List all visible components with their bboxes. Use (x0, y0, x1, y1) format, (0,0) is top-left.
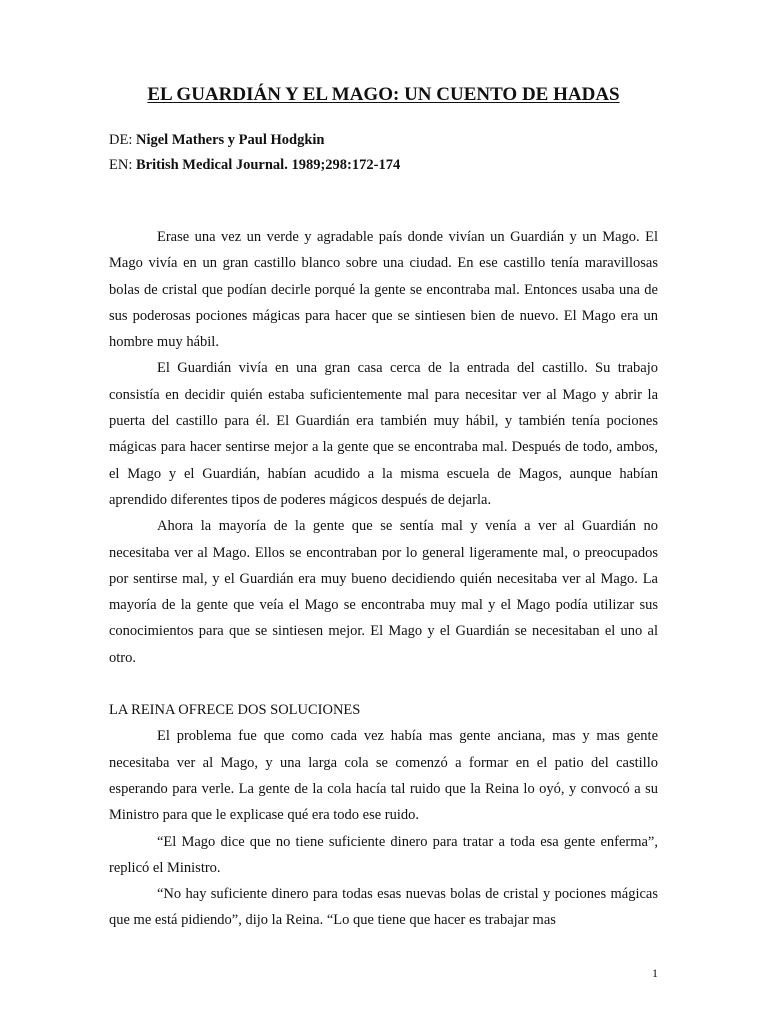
paragraph: Erase una vez un verde y agradable país donde vivían un Guardián y un Mago. El Mago vivía en un gran castillo blanco sobre una ciudad. En ese castillo tenía maravillosas bolas de cristal que podían decirle porqué la gente se encontraba mal. Entonces usaba una de sus poderosas pociones mágicas para hacer que se sintiesen bien de nuevo. El Mago era un hombre muy hábil. (109, 229, 658, 351)
page-number: 1 (652, 966, 658, 980)
author-label: DE: (109, 132, 136, 148)
document-page (109, 82, 658, 934)
paragraph: “No hay suficiente dinero para todas esas nuevas bolas de cristal y pociones mágicas que me está pidiendo”, dijo la Reina. “Lo que tiene que hacer es trabajar mas (109, 886, 658, 929)
author-line (109, 128, 658, 153)
document-title: EL GUARDIÁN Y EL MAGO: UN CUENTO DE HADAS (147, 84, 620, 105)
document-metadata (109, 128, 658, 178)
source-label: EN: (109, 157, 136, 173)
paragraph: “El Mago dice que no tiene suficiente dinero para tratar a toda esa gente enferma”, replicó el Ministro. (109, 833, 658, 876)
section-heading: LA REINA OFRECE DOS SOLUCIONES (109, 702, 361, 719)
paragraph: Ahora la mayoría de la gente que se sentía mal y venía a ver al Guardián no necesitaba ver al Mago. Ellos se encontraban por lo general ligeramente mal, o preocupados por sentirse mal, y el Guardián era muy bueno decidiendo quién necesitaba ver al Mago. La mayoría de la gente que veía el Mago se encontraba muy mal y el Mago podía utilizar sus conocimientos para que se sintiesen mejor. El Mago y el Guardián se necesitaban el uno al otro. (109, 518, 658, 666)
source-value: British Medical Journal. 1989;298:172-174 (135, 157, 401, 173)
paragraph: El Guardián vivía en una gran casa cerca de la entrada del castillo. Su trabajo consistía en decidir quién estaba suficientemente mal para necesitar ver al Mago y abrir la puerta del castillo para él. El Guardián era también muy hábil, y también tenía pociones mágicas para hacer sentirse mejor a la gente que se encontraba mal. Después de todo, ambos, el Mago y el Guardián, habían acudido a la misma escuela de Magos, aunque habían aprendido diferentes tipos de poderes mágicos después de dejarla. (109, 360, 658, 508)
document-body (109, 224, 658, 934)
paragraph: El problema fue que como cada vez había mas gente anciana, mas y mas gente necesitaba ver al Mago, y una larga cola se comenzó a formar en el patio del castillo esperando para verle. La gente de la cola hacía tal ruido que la Reina lo oyó, y convocó a su Ministro para que le explicase qué era todo ese ruido. (109, 728, 658, 824)
author-value: Nigel Mathers y Paul Hodgkin (135, 132, 325, 148)
source-line (109, 153, 658, 178)
